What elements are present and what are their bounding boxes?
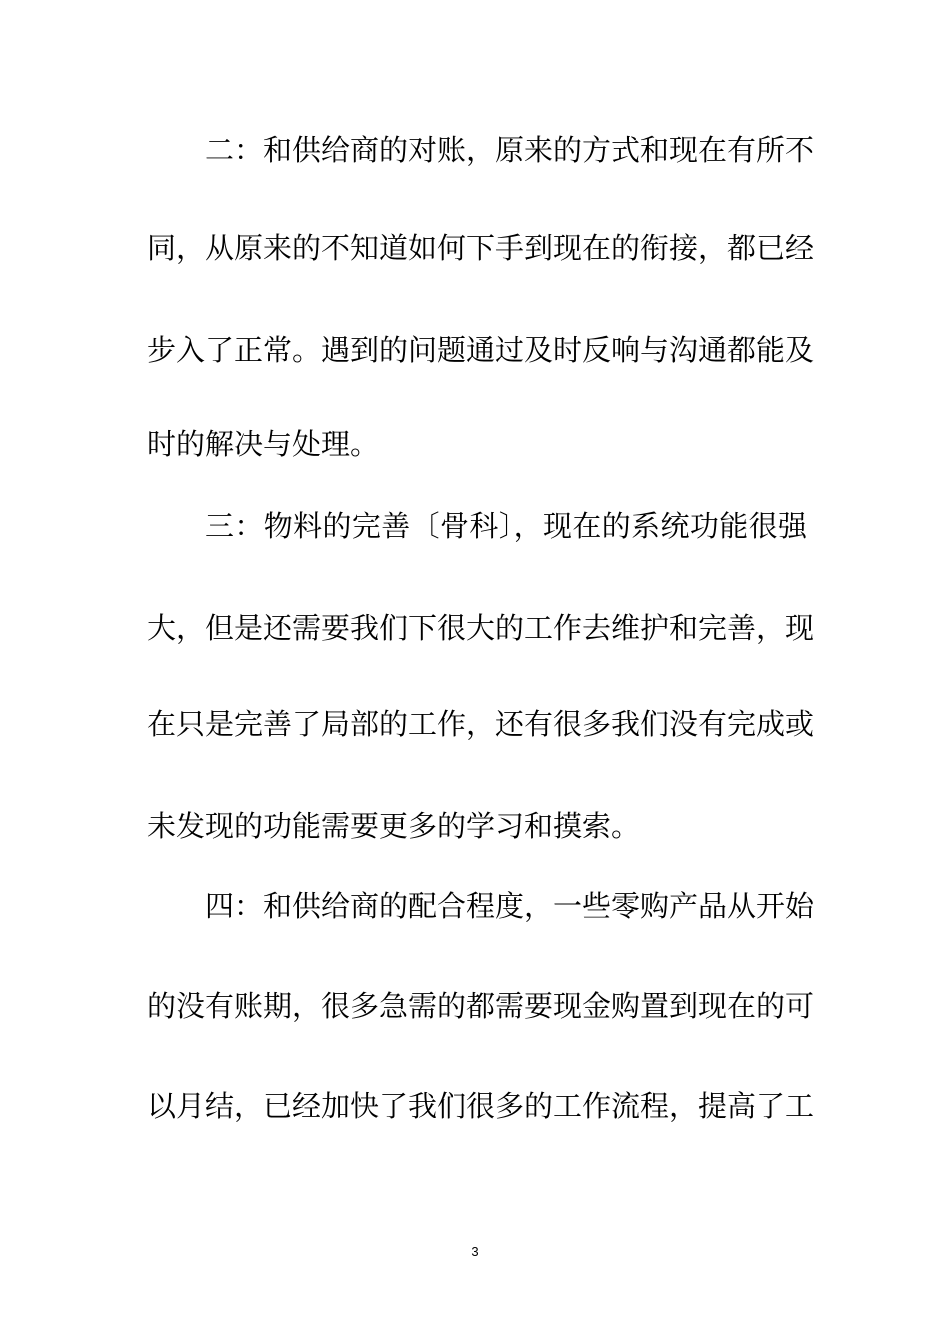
paragraph-3-line-1: 四：和供给商的配合程度，一些零购产品从开始 bbox=[205, 889, 815, 923]
paragraph-2-line-1: 三：物料的完善〔骨科〕，现在的系统功能很强 bbox=[205, 509, 807, 543]
paragraph-2-line-4: 未发现的功能需要更多的学习和摸索。 bbox=[147, 809, 641, 843]
paragraph-2-line-3: 在只是完善了局部的工作，还有很多我们没有完成或 bbox=[147, 707, 815, 741]
paragraph-1-line-2: 同，从原来的不知道如何下手到现在的衔接，都已经 bbox=[147, 231, 815, 265]
paragraph-3-line-2: 的没有账期，很多急需的都需要现金购置到现在的可 bbox=[147, 989, 815, 1023]
paragraph-1-line-4: 时的解决与处理。 bbox=[147, 427, 380, 461]
paragraph-1-line-3: 步入了正常。遇到的问题通过及时反响与沟通都能及 bbox=[147, 333, 815, 367]
paragraph-2-line-2: 大，但是还需要我们下很大的工作去维护和完善，现 bbox=[147, 611, 815, 645]
paragraph-1-line-1: 二：和供给商的对账，原来的方式和现在有所不 bbox=[205, 133, 815, 167]
paragraph-3-line-3: 以月结，已经加快了我们很多的工作流程，提高了工 bbox=[147, 1089, 815, 1123]
page-number: 3 bbox=[471, 1244, 479, 1259]
